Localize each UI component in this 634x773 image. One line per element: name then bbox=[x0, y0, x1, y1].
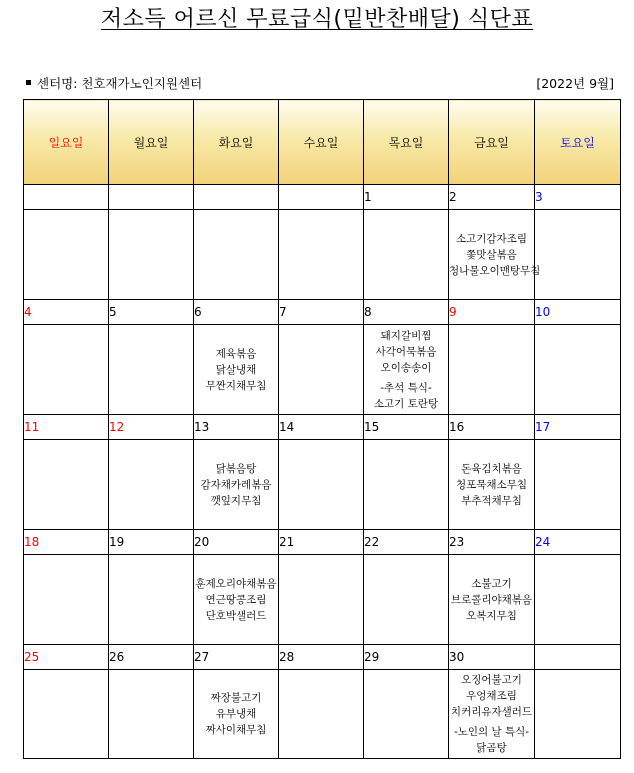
date-cell: 28 bbox=[279, 645, 364, 670]
date-cell: 23 bbox=[449, 530, 535, 555]
date-cell: 13 bbox=[194, 415, 279, 440]
menu-cell bbox=[364, 670, 449, 759]
menu-cell bbox=[109, 325, 194, 415]
menu-item: 깻잎지무침 bbox=[210, 494, 262, 507]
date-cell: 17 bbox=[535, 415, 621, 440]
menu-item: 돈육김치볶음 bbox=[461, 462, 522, 475]
date-row bbox=[24, 300, 621, 325]
menu-item: 오징어불고기 bbox=[461, 674, 522, 686]
date-cell: 8 bbox=[364, 300, 449, 325]
menu-row bbox=[24, 210, 621, 300]
date-cell: 14 bbox=[279, 415, 364, 440]
menu-cell bbox=[24, 440, 109, 530]
menu-item: -추석 특식- bbox=[380, 381, 432, 394]
date-cell: 10 bbox=[535, 300, 621, 325]
menu-item: 사각어묵볶음 bbox=[375, 345, 437, 358]
bullet-icon bbox=[26, 80, 31, 85]
weekday-sunday: 일요일 bbox=[24, 100, 109, 185]
menu-cell bbox=[24, 325, 109, 415]
menu-cell bbox=[194, 325, 279, 415]
date-row bbox=[24, 185, 621, 210]
date-cell: 5 bbox=[109, 300, 194, 325]
menu-cell bbox=[449, 670, 535, 759]
menu-cell bbox=[24, 670, 109, 759]
menu-cell bbox=[24, 555, 109, 645]
weekday-wednesday: 수요일 bbox=[279, 100, 364, 185]
date-cell: 6 bbox=[194, 300, 279, 325]
date-cell: 25 bbox=[24, 645, 109, 670]
menu-cell bbox=[535, 670, 621, 759]
menu-item: 부추적채무침 bbox=[461, 494, 522, 507]
menu-item: 돼지갈비찜 bbox=[380, 329, 432, 342]
menu-item: 청포묵채소무침 bbox=[455, 478, 527, 491]
date-cell: 19 bbox=[109, 530, 194, 555]
menu-cell bbox=[279, 325, 364, 415]
weekday-thursday: 목요일 bbox=[364, 100, 449, 185]
date-cell: 16 bbox=[449, 415, 535, 440]
weekday-monday: 월요일 bbox=[109, 100, 194, 185]
menu-item: 쫓맛살볶음 bbox=[466, 248, 517, 261]
menu-cell bbox=[194, 555, 279, 645]
menu-item: 연근땅콩조림 bbox=[205, 593, 267, 606]
meal-calendar bbox=[23, 99, 621, 759]
date-cell: 21 bbox=[279, 530, 364, 555]
menu-cell bbox=[535, 210, 621, 300]
menu-cell bbox=[535, 325, 621, 415]
date-row bbox=[24, 530, 621, 555]
menu-item: 훈제오리야채볶음 bbox=[195, 577, 277, 590]
menu-item: 제육볶음 bbox=[215, 347, 257, 360]
menu-cell bbox=[279, 210, 364, 300]
menu-cell bbox=[109, 555, 194, 645]
weekday-tuesday: 화요일 bbox=[194, 100, 279, 185]
date-cell: 18 bbox=[24, 530, 109, 555]
menu-item: 감자채카레볶음 bbox=[200, 478, 272, 491]
date-cell: 27 bbox=[194, 645, 279, 670]
date-cell: 22 bbox=[364, 530, 449, 555]
date-cell bbox=[109, 185, 194, 210]
menu-item: 소불고기 bbox=[471, 577, 512, 590]
date-cell: 7 bbox=[279, 300, 364, 325]
date-cell: 30 bbox=[449, 645, 535, 670]
menu-row bbox=[24, 670, 621, 759]
menu-item: 무짠지채무침 bbox=[205, 379, 267, 392]
menu-cell bbox=[535, 440, 621, 530]
menu-cell bbox=[364, 210, 449, 300]
menu-cell bbox=[194, 440, 279, 530]
menu-cell bbox=[279, 555, 364, 645]
date-cell bbox=[24, 185, 109, 210]
menu-row bbox=[24, 555, 621, 645]
menu-cell bbox=[109, 440, 194, 530]
weekday-header-row bbox=[24, 100, 621, 185]
weekday-saturday: 토요일 bbox=[535, 100, 621, 185]
menu-cell bbox=[279, 670, 364, 759]
date-cell: 11 bbox=[24, 415, 109, 440]
date-cell: 26 bbox=[109, 645, 194, 670]
menu-item: 닭살냉채 bbox=[215, 363, 257, 376]
menu-item: -노인의 날 특식- bbox=[453, 726, 530, 738]
menu-item: 단호박샐러드 bbox=[205, 609, 267, 622]
date-cell: 20 bbox=[194, 530, 279, 555]
date-cell: 29 bbox=[364, 645, 449, 670]
date-cell bbox=[279, 185, 364, 210]
menu-row bbox=[24, 325, 621, 415]
menu-cell bbox=[109, 210, 194, 300]
menu-cell bbox=[279, 440, 364, 530]
date-cell bbox=[194, 185, 279, 210]
weekday-friday: 금요일 bbox=[449, 100, 535, 185]
menu-item: 오복지무침 bbox=[466, 609, 517, 622]
menu-item: 청나물오이맨탕무침 bbox=[449, 264, 541, 277]
date-cell: 9 bbox=[449, 300, 535, 325]
menu-item: 닭곰탕 bbox=[476, 742, 507, 754]
menu-item: 오이송송이 bbox=[380, 361, 432, 374]
menu-cell bbox=[109, 670, 194, 759]
menu-cell bbox=[449, 210, 541, 300]
menu-item: 짜장불고기 bbox=[210, 692, 262, 704]
menu-item: 소고기감자조림 bbox=[455, 232, 527, 245]
menu-item: 우엉채조림 bbox=[466, 690, 517, 702]
menu-cell bbox=[194, 670, 279, 759]
menu-item: 닭볶음탕 bbox=[215, 462, 257, 475]
date-cell bbox=[535, 645, 621, 670]
date-cell: 24 bbox=[535, 530, 621, 555]
menu-item: 브로콜리야채볶음 bbox=[450, 593, 533, 606]
menu-cell bbox=[364, 555, 449, 645]
date-cell: 3 bbox=[535, 185, 621, 210]
menu-cell bbox=[194, 210, 279, 300]
date-row bbox=[24, 415, 621, 440]
date-row bbox=[24, 645, 621, 670]
menu-item: 소고기 토란탕 bbox=[373, 397, 439, 410]
month-label: [2022년 9월] bbox=[536, 76, 614, 91]
date-cell: 1 bbox=[364, 185, 449, 210]
date-cell: 15 bbox=[364, 415, 449, 440]
menu-cell bbox=[24, 210, 109, 300]
menu-item: 짜사이채무침 bbox=[205, 724, 267, 736]
menu-item: 유부냉채 bbox=[215, 708, 257, 720]
menu-cell bbox=[449, 440, 535, 530]
menu-cell bbox=[449, 555, 535, 645]
menu-row bbox=[24, 440, 621, 530]
menu-item: 치커리유자샐러드 bbox=[450, 706, 533, 718]
menu-cell bbox=[535, 555, 621, 645]
menu-cell bbox=[364, 440, 449, 530]
menu-cell bbox=[449, 325, 535, 415]
center-name: 센터명: 천호재가노인지원센터 bbox=[26, 74, 202, 92]
date-cell: 2 bbox=[449, 185, 535, 210]
menu-cell bbox=[364, 325, 449, 415]
date-cell: 4 bbox=[24, 300, 109, 325]
date-cell: 12 bbox=[109, 415, 194, 440]
page-title: 저소득 어르신 무료급식(밑반찬배달) 식단표 bbox=[100, 7, 534, 32]
